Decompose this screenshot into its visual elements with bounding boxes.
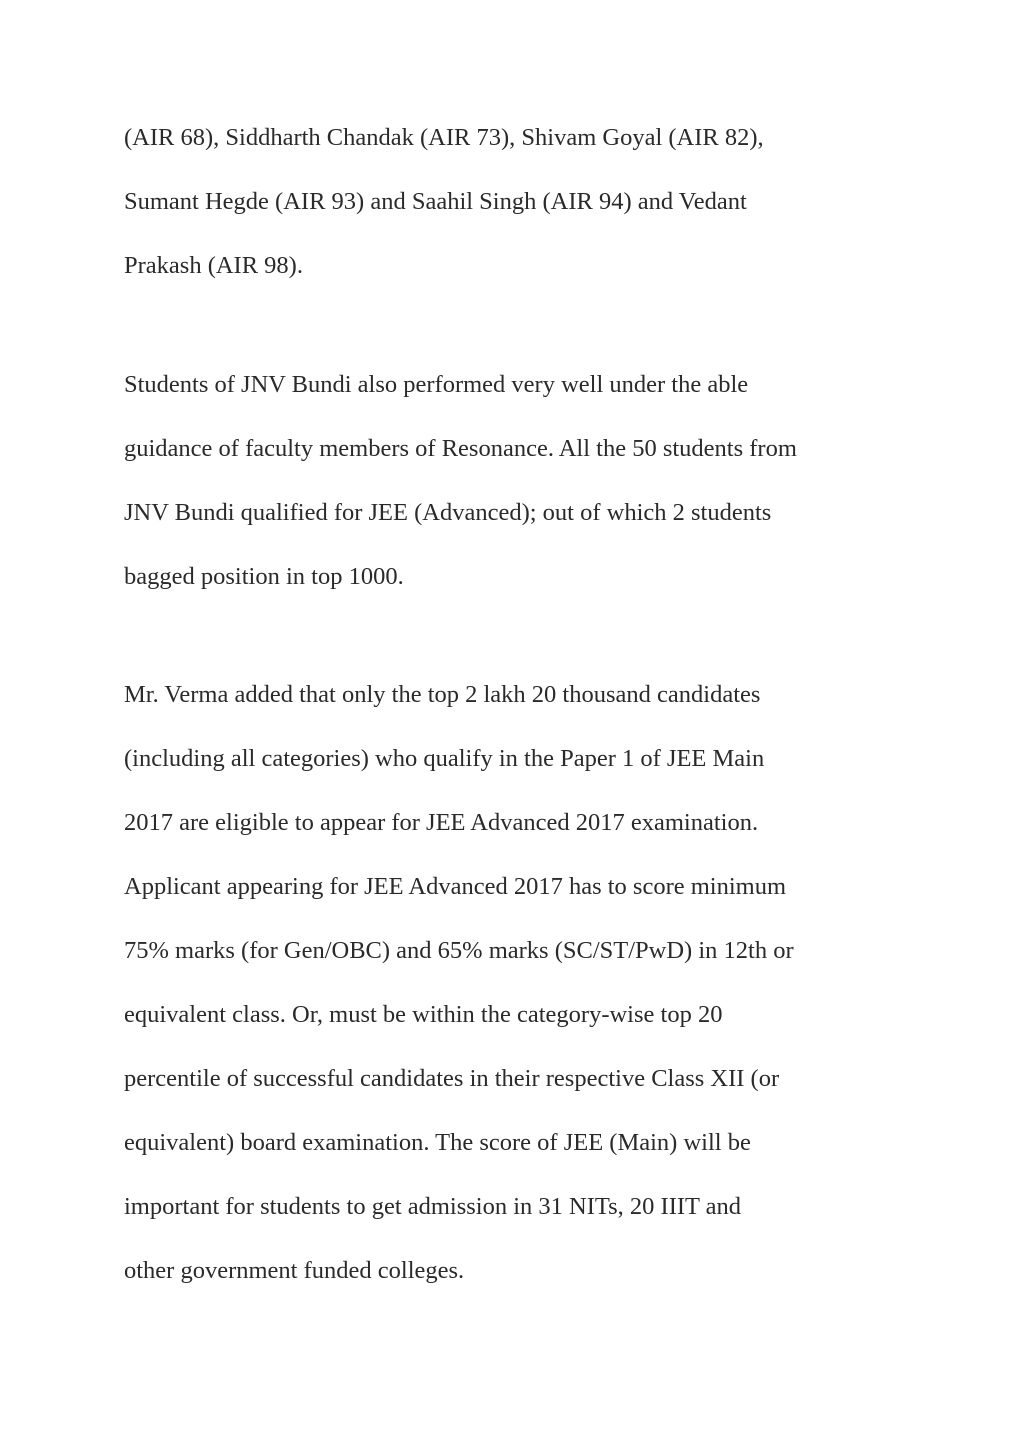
paragraph-3-line-8: equivalent) board examination. The score of JEE (Main) will be (124, 1129, 751, 1156)
paragraph-3-line-6: equivalent class. Or, must be within the category-wise top 20 (124, 1001, 723, 1028)
paragraph-3-line-4: Applicant appearing for JEE Advanced 2017 has to score minimum (124, 873, 787, 900)
paragraph-3-line-9: important for students to get admission in 31 NITs, 20 IIIT and (124, 1193, 742, 1220)
paragraph-3-line-10: other government funded colleges. (124, 1257, 465, 1284)
paragraph-3-line-5: 75% marks (for Gen/OBC) and 65% marks (SC/ST/PwD) in 12th or (124, 937, 794, 964)
paragraph-3-line-2: (including all categories) who qualify in the Paper 1 of JEE Main (124, 745, 765, 772)
paragraph-2-line-4: bagged position in top 1000. (124, 563, 404, 590)
paragraph-3-line-1: Mr. Verma added that only the top 2 lakh 20 thousand candidates (124, 681, 761, 708)
paragraph-2-line-1: Students of JNV Bundi also performed very well under the able (124, 371, 749, 398)
paragraph-1-line-3: Prakash (AIR 98). (124, 252, 303, 279)
paragraph-2-line-2: guidance of faculty members of Resonance. All the 50 students from (124, 435, 797, 462)
paragraph-2-line-3: JNV Bundi qualified for JEE (Advanced); out of which 2 students (124, 499, 772, 526)
paragraph-1-line-2: Sumant Hegde (AIR 93) and Saahil Singh (AIR 94) and Vedant (124, 188, 747, 215)
paragraph-3-line-7: percentile of successful candidates in their respective Class XII (or (124, 1065, 780, 1092)
paragraph-1-line-1: (AIR 68), Siddharth Chandak (AIR 73), Shivam Goyal (AIR 82), (124, 124, 764, 151)
paragraph-3-line-3: 2017 are eligible to appear for JEE Advanced 2017 examination. (124, 809, 759, 836)
